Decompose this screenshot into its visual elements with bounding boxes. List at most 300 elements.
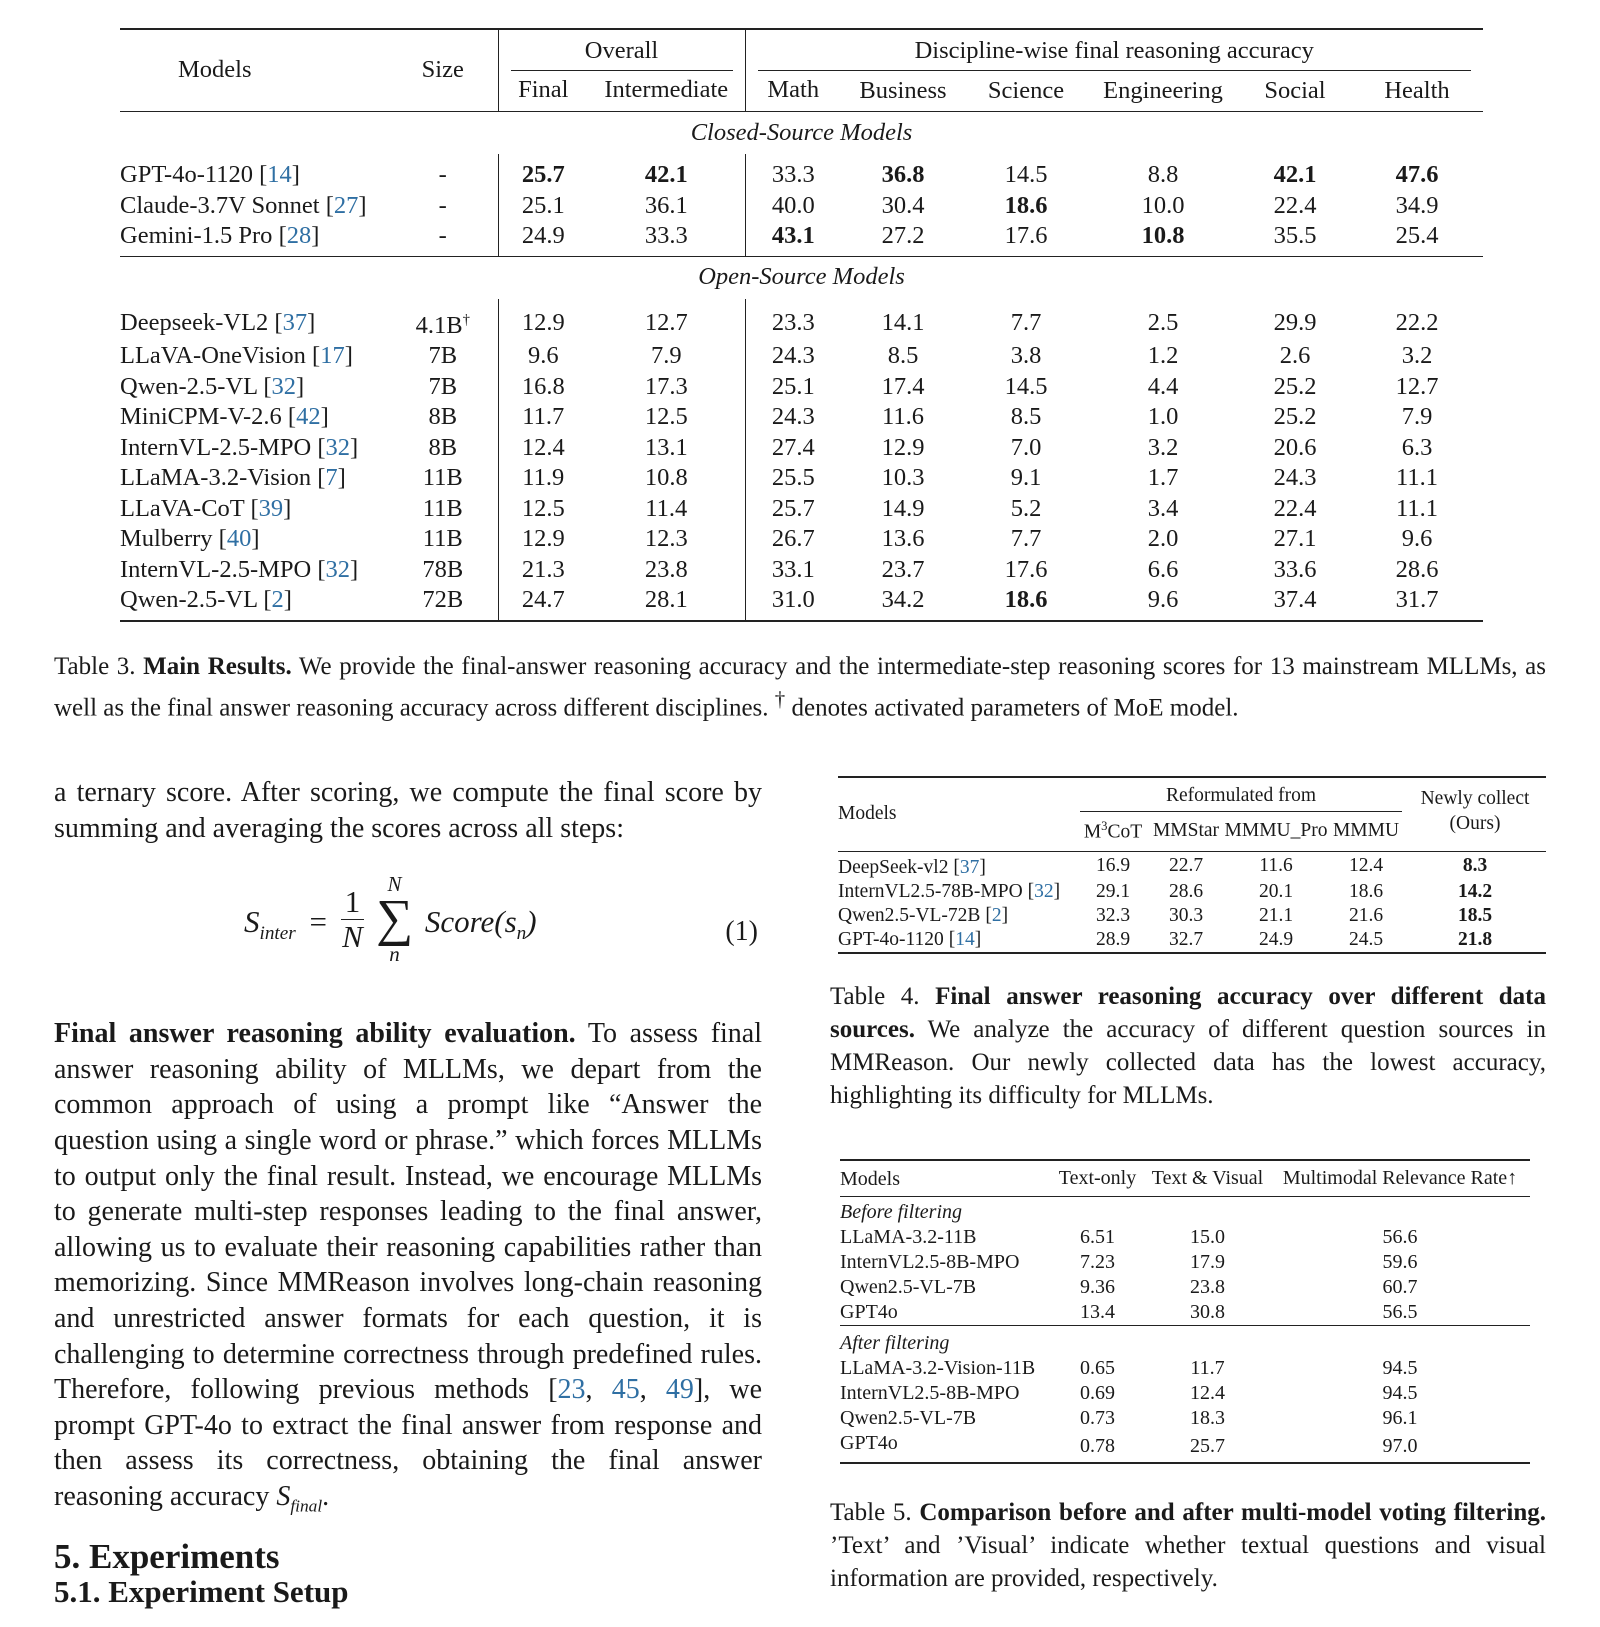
table-row (840, 1431, 1530, 1463)
score-cell: 22.4 (1273, 191, 1317, 219)
score-cell: 18.5 (1457, 904, 1493, 926)
score-cell: 12.4 (1190, 1382, 1225, 1404)
header-science: Science (987, 76, 1065, 104)
score-cell: 33.1 (745, 555, 841, 586)
citation-link[interactable]: 17 (320, 342, 345, 370)
score-cell: 29.1 (1095, 880, 1131, 902)
citation-link[interactable]: 2 (271, 586, 284, 614)
table-row (120, 402, 1483, 433)
score-cell: 13.4 (1080, 1301, 1115, 1323)
table-row (838, 851, 1546, 880)
header-models: Models (840, 1160, 1050, 1197)
equation-number: (1) (725, 916, 758, 948)
score-cell: 10.0 (1141, 191, 1185, 219)
score-cell: 14.9 (881, 494, 925, 522)
score-cell: 18.3 (1190, 1407, 1225, 1429)
model-name: Qwen-2.5-VL [2] (120, 585, 388, 621)
model-size (388, 341, 498, 372)
score-cell: 56.6 (1382, 1226, 1418, 1248)
model-size-text: 11B (422, 494, 463, 522)
table-row (840, 1356, 1530, 1381)
model-size (388, 494, 498, 525)
model-size-text: 7B (428, 372, 458, 400)
score-cell: 8.5 (887, 342, 919, 370)
model-size-text: 4.1B (415, 311, 463, 339)
table-row (120, 524, 1483, 555)
table-5 (840, 1159, 1530, 1464)
model-name-text: LLaMA-3.2-Vision (120, 464, 312, 492)
score-cell: 11.6 (1224, 851, 1328, 880)
score-cell: 94.5 (1382, 1382, 1418, 1404)
score-cell: 30.4 (881, 191, 925, 219)
citation-link[interactable]: 7 (325, 464, 338, 492)
score-cell: 24.9 (1224, 928, 1328, 953)
score-cell: 94.5 (1382, 1357, 1418, 1379)
model-size-text: - (438, 191, 447, 219)
header-social: Social (1264, 76, 1326, 104)
score-cell: 21.1 (1258, 904, 1294, 926)
table-row (120, 463, 1483, 494)
model-name: InternVL2.5-78B-MPO [32] (838, 880, 1061, 902)
score-cell: 32.3 (1095, 904, 1131, 926)
table-row (840, 1250, 1530, 1275)
citation-link[interactable]: 39 (258, 494, 284, 522)
model-name: LLaVA-OneVision [17] (120, 342, 353, 370)
header-size: Size (388, 29, 498, 112)
table-3-closed-rows (120, 154, 1483, 256)
table-row (120, 585, 1483, 621)
table-row (838, 880, 1546, 904)
score-cell: 59.6 (1382, 1251, 1418, 1273)
model-name: GPT4o (840, 1301, 898, 1323)
score-cell: 7.9 (650, 342, 682, 370)
score-cell: 33.3 (644, 222, 688, 249)
table-5-after-rows (840, 1356, 1530, 1463)
score-cell: 1.7 (1147, 464, 1179, 492)
score-cell: 12.7 (644, 308, 688, 336)
score-cell: 31.0 (745, 585, 841, 621)
score-cell: 6.6 (1147, 555, 1179, 583)
score-cell: 0.73 (1080, 1407, 1115, 1429)
score-cell: 9.6 (1401, 525, 1433, 553)
header-ours: (Ours) (1449, 813, 1501, 834)
model-name-text: Claude-3.7V Sonnet (120, 191, 320, 219)
group-before-filtering: Before filtering (840, 1197, 1530, 1226)
score-cell: 11.7 (1190, 1357, 1225, 1379)
model-name: Qwen2.5-VL-7B (840, 1407, 977, 1429)
score-cell: 12.3 (644, 525, 688, 553)
model-name: InternVL2.5-8B-MPO (840, 1251, 1020, 1273)
model-name-text: Mulberry (120, 525, 213, 553)
table-row (838, 928, 1546, 953)
score-cell: 21.8 (1404, 928, 1546, 953)
score-cell: 25.1 (745, 372, 841, 403)
score-cell: 36.8 (881, 161, 925, 188)
model-size (388, 372, 498, 403)
model-size-text: 8B (428, 433, 458, 461)
score-cell: 27.2 (881, 222, 925, 249)
model-size-text: 11B (422, 464, 463, 492)
score-cell: 12.4 (1328, 851, 1404, 880)
score-cell: 12.4 (498, 433, 588, 464)
model-size-text: 78B (422, 555, 464, 583)
model-name: Gemini-1.5 Pro [28] (120, 222, 320, 249)
score-cell: 28.6 (1395, 555, 1439, 583)
score-cell: 16.8 (498, 372, 588, 403)
score-cell: 2.0 (1147, 525, 1179, 553)
table-row (840, 1381, 1530, 1406)
table-row (838, 904, 1546, 928)
score-cell: 0.69 (1080, 1382, 1115, 1404)
score-cell: 7.7 (1010, 308, 1042, 336)
citation-link[interactable]: 14 (267, 161, 292, 188)
model-size (388, 299, 498, 342)
table-5-caption: Table 5. Comparison before and after multi-model voting filtering. ’Text’ and ’Visual’ indicate whether textual questions and visual information are provided, respectively. (830, 1499, 1546, 1592)
score-cell: 20.1 (1258, 880, 1294, 902)
score-cell: 10.3 (881, 464, 925, 492)
score-cell: 11.1 (1396, 494, 1438, 522)
model-size (388, 221, 498, 256)
score-cell: 3.8 (1010, 342, 1042, 370)
model-name-text: Deepseek-VL2 (120, 308, 269, 336)
model-name-text: LLaVA-CoT (120, 494, 245, 522)
table-row (120, 555, 1483, 586)
score-cell: 23.8 (644, 555, 688, 583)
section-closed-source: Closed-Source Models (120, 112, 1483, 155)
score-cell: 3.4 (1147, 494, 1179, 522)
score-cell: 24.9 (498, 221, 588, 256)
model-name: Qwen2.5-VL-7B (840, 1276, 977, 1298)
score-cell: 22.4 (1273, 494, 1317, 522)
score-cell: 3.2 (1401, 342, 1433, 370)
score-cell: 17.6 (1004, 222, 1048, 249)
header-relevance-rate: Multimodal Relevance Rate↑ (1270, 1160, 1530, 1197)
score-cell: 28.1 (588, 585, 745, 621)
score-cell: 12.5 (498, 494, 588, 525)
score-cell: 17.9 (1190, 1251, 1225, 1273)
score-cell: 15.0 (1190, 1226, 1225, 1248)
group-after-filtering: After filtering (840, 1326, 1530, 1357)
model-size (388, 524, 498, 555)
score-cell: 30.3 (1168, 904, 1204, 926)
model-size (388, 154, 498, 191)
score-cell: 28.9 (1078, 928, 1148, 953)
score-cell: 25.7 (745, 494, 841, 525)
score-cell: 22.2 (1395, 308, 1439, 336)
score-cell: 11.4 (645, 494, 688, 522)
header-mmstar: MMStar (1152, 820, 1220, 842)
score-cell: 25.2 (1273, 372, 1317, 400)
model-size (388, 402, 498, 433)
score-cell: 0.78 (1050, 1431, 1145, 1463)
model-size (388, 433, 498, 464)
model-size-text: - (438, 222, 447, 249)
model-size-text: 7B (428, 342, 458, 370)
header-text-visual: Text & Visual (1145, 1160, 1270, 1197)
score-cell: 0.65 (1080, 1357, 1115, 1379)
score-cell: 10.8 (1141, 222, 1185, 249)
paragraph-scoring: a ternary score. After scoring, we compute the final score by summing and averaging the scores across all steps: (54, 777, 762, 844)
score-cell: 25.2 (1273, 403, 1317, 431)
score-cell: 24.3 (745, 402, 841, 433)
score-cell: 22.7 (1148, 851, 1224, 880)
score-cell: 32.7 (1148, 928, 1224, 953)
model-size-text: 72B (422, 586, 464, 614)
model-name-text: InternVL-2.5-MPO (120, 433, 312, 461)
score-cell: 17.6 (1004, 555, 1048, 583)
header-mmmu-pro: MMMU_Pro (1224, 820, 1328, 842)
score-cell: 96.1 (1382, 1407, 1418, 1429)
table-row (120, 191, 1483, 222)
model-size (388, 555, 498, 586)
header-reformulated: Reformulated from (1080, 784, 1402, 812)
score-cell: 25.1 (498, 191, 588, 222)
score-cell: 30.8 (1190, 1301, 1225, 1323)
citation-link[interactable]: 42 (296, 403, 321, 431)
score-cell: 14.1 (881, 308, 925, 336)
model-name: DeepSeek-vl2 [37] (838, 851, 1078, 880)
model-size-text: 11B (422, 525, 463, 553)
score-cell: 29.9 (1273, 308, 1317, 336)
section-heading-experiments: 5. Experiments (54, 1537, 280, 1576)
score-cell: 24.7 (498, 585, 588, 621)
header-m3cot: $M^3CoT$ (1083, 819, 1143, 843)
score-cell: 5.2 (1010, 494, 1042, 522)
table-row (840, 1225, 1530, 1250)
model-name-text: Qwen-2.5-VL (120, 372, 258, 400)
score-cell: 33.3 (745, 154, 841, 191)
score-cell: 34.2 (841, 585, 965, 621)
score-cell: 3.2 (1147, 433, 1179, 461)
citation-link[interactable]: 23 (557, 1374, 586, 1406)
score-cell: 25.4 (1395, 222, 1439, 249)
model-name: Claude-3.7V Sonnet [27] (120, 191, 367, 219)
header-text-only: Text-only (1050, 1160, 1145, 1197)
model-name: Mulberry [40] (120, 525, 260, 553)
score-cell: 27.1 (1273, 525, 1317, 553)
model-size-text: - (438, 161, 447, 188)
score-cell: 33.6 (1273, 555, 1317, 583)
model-name-text: GPT-4o-1120 (120, 161, 253, 188)
model-name: InternVL-2.5-MPO [32] (120, 555, 359, 583)
model-name: LLaMA-3.2-Vision-11B (840, 1357, 1036, 1379)
score-cell: 23.7 (881, 555, 925, 583)
model-name: LLaMA-3.2-11B (840, 1226, 977, 1248)
score-cell: 9.6 (498, 341, 588, 372)
score-cell: 18.6 (1004, 191, 1048, 219)
score-cell: 60.7 (1382, 1276, 1418, 1298)
citation-link[interactable]: 32 (271, 372, 296, 400)
score-cell: 1.2 (1147, 342, 1179, 370)
score-cell: 12.7 (1395, 372, 1439, 400)
paragraph-final-answer-evaluation: Final answer reasoning ability evaluation. To assess final answer reasoning ability of MLLMs, we depart from the common approach of using a prompt like “Answer the question using a single word or phrase.” which forces MLLMs to output only the final result. Instead, we encourage MLLMs to generate multi-step responses leading to the final answer, allowing us to evaluate their reasoning capabilities rather than memorizing. Since MMReason involves long-chain reasoning and unrestricted answer formats for each question, it is challenging to determine correctness through predefined rules. Therefore, following previous methods [23, 45, 49], we prompt GPT-4o to extract the final answer from response and then assess its correctness, obtaining the final answer reasoning accuracy $S_{final}$. (54, 1018, 763, 1516)
model-name: Deepseek-VL2 [37] (120, 308, 316, 336)
score-cell: 56.5 (1382, 1301, 1418, 1323)
table-3-header (120, 29, 1483, 154)
score-cell: 12.9 (498, 524, 588, 555)
model-name-text: LLaVA-OneVision (120, 342, 306, 370)
table-row (120, 299, 1483, 342)
score-cell: 25.7 (498, 154, 588, 191)
model-name: GPT4o (840, 1431, 1050, 1463)
score-cell: 13.6 (881, 525, 925, 553)
header-discipline: Discipline-wise final reasoning accuracy (758, 36, 1472, 71)
score-cell: 16.9 (1078, 851, 1148, 880)
score-cell: 8.3 (1404, 851, 1546, 880)
model-name-text: InternVL2.5-78B-MPO (838, 880, 1023, 902)
score-cell: 34.9 (1395, 191, 1439, 219)
header-health: Health (1384, 76, 1450, 104)
score-cell: 14.2 (1457, 880, 1493, 902)
score-cell: 25.5 (745, 463, 841, 494)
citation-link[interactable]: 32 (1034, 880, 1054, 902)
table-row (120, 154, 1483, 191)
score-cell: 9.36 (1080, 1276, 1115, 1298)
citation-link[interactable]: 32 (325, 433, 350, 461)
score-cell: 18.6 (965, 585, 1087, 621)
score-cell: 11.1 (1396, 464, 1438, 492)
score-cell: 23.8 (1190, 1276, 1225, 1298)
score-cell: 40.0 (745, 191, 841, 222)
citation-link[interactable]: 14 (955, 928, 975, 950)
table-row (120, 341, 1483, 372)
score-cell: 11.9 (498, 463, 588, 494)
score-cell: 12.5 (644, 403, 688, 431)
model-name: InternVL-2.5-MPO [32] (120, 433, 359, 461)
header-overall: Overall (511, 36, 733, 71)
score-cell: 8.8 (1147, 161, 1179, 188)
score-cell: 24.3 (745, 341, 841, 372)
citation-link[interactable]: 40 (226, 525, 252, 553)
dagger-mark: † (462, 311, 470, 328)
score-cell: 11.7 (498, 402, 588, 433)
header-models: Models (120, 29, 388, 112)
score-cell: 1.0 (1147, 403, 1179, 431)
score-cell: 97.0 (1270, 1431, 1530, 1463)
score-cell: 9.6 (1087, 585, 1239, 621)
model-name: MiniCPM-V-2.6 [42] (120, 403, 329, 431)
score-cell: 6.3 (1401, 433, 1433, 461)
section-open-source: Open-Source Models (120, 256, 1483, 299)
header-models: Models (838, 777, 1078, 851)
score-cell: 17.3 (644, 372, 688, 400)
score-cell: 12.9 (881, 433, 925, 461)
score-cell: 47.6 (1395, 161, 1439, 188)
model-name-text: GPT-4o-1120 (838, 928, 944, 950)
left-column-text (54, 775, 762, 1524)
table-row (120, 433, 1483, 464)
citation-link[interactable]: 37 (959, 856, 980, 878)
score-cell: 26.7 (745, 524, 841, 555)
citation-link[interactable]: 37 (282, 308, 308, 336)
score-cell: 14.5 (1004, 161, 1048, 188)
score-cell: 24.3 (1273, 464, 1317, 492)
model-name-text: Qwen2.5-VL-72B (838, 904, 981, 926)
citation-link[interactable]: 49 (665, 1374, 694, 1406)
model-size (388, 463, 498, 494)
score-cell: 24.5 (1328, 928, 1404, 953)
score-cell: 4.4 (1147, 372, 1179, 400)
score-cell: 10.8 (644, 464, 688, 492)
table-row (120, 372, 1483, 403)
model-name-text: Gemini-1.5 Pro (120, 222, 273, 249)
score-cell: 21.6 (1348, 904, 1384, 926)
model-size (388, 191, 498, 222)
table-row (120, 221, 1483, 256)
model-name: GPT-4o-1120 [14] (120, 161, 300, 188)
table-4-rows (838, 851, 1546, 953)
table-row (840, 1300, 1530, 1326)
score-cell: 13.1 (644, 433, 688, 461)
table-row (840, 1406, 1530, 1431)
model-name-text: InternVL-2.5-MPO (120, 555, 312, 583)
score-cell: 36.1 (644, 191, 688, 219)
table-3-caption: Table 3. Main Results. We provide the final-answer reasoning accuracy and the intermediate-step reasoning scores for 13 mainstream MLLMs, as well as the final answer reasoning accuracy across different disciplines. † denotes activated parameters of MoE model. (54, 653, 1546, 722)
score-cell: 11.6 (882, 403, 924, 431)
score-cell: 27.4 (745, 433, 841, 464)
score-cell: 17.4 (881, 372, 925, 400)
model-name-text: MiniCPM-V-2.6 (120, 403, 282, 431)
model-size (388, 585, 498, 621)
header-math: Math (745, 71, 841, 112)
score-cell: 8.5 (1010, 403, 1042, 431)
score-cell: 14.5 (1004, 372, 1048, 400)
citation-link[interactable]: 32 (325, 555, 350, 583)
score-cell: 6.51 (1080, 1226, 1115, 1248)
score-cell: 28.6 (1168, 880, 1204, 902)
model-name: LLaVA-CoT [39] (120, 494, 292, 522)
score-cell: 31.7 (1351, 585, 1483, 621)
table-4 (838, 776, 1546, 954)
citation-link[interactable]: 27 (333, 191, 359, 219)
model-name: InternVL2.5-8B-MPO (840, 1382, 1020, 1404)
model-name: GPT-4o-1120 [14] (838, 928, 1078, 953)
header-engineering: Engineering (1103, 76, 1223, 104)
model-name-text: DeepSeek-vl2 (838, 856, 949, 878)
citation-link[interactable]: 2 (991, 904, 1002, 926)
table-3-open-rows (120, 299, 1483, 621)
model-name: LLaMA-3.2-Vision [7] (120, 464, 346, 492)
score-cell: 12.9 (498, 299, 588, 342)
model-size-text: 8B (428, 403, 458, 431)
header-final: Final (498, 71, 588, 112)
equation-1: $S_{inter}$ = $\frac{1}{N}$ N ∑ n $Score(s_n)$ (1) (244, 872, 758, 967)
table-5-before-rows (840, 1225, 1530, 1326)
citation-link[interactable]: 45 (611, 1374, 640, 1406)
header-business: Business (859, 76, 947, 104)
header-intermediate: Intermediate (604, 75, 729, 103)
score-cell: 7.0 (1010, 433, 1042, 461)
score-cell: 7.9 (1401, 403, 1433, 431)
score-cell: 7.7 (1010, 525, 1042, 553)
model-name: Qwen2.5-VL-72B [2] (838, 904, 1009, 926)
score-cell: 43.1 (745, 221, 841, 256)
header-mmmu: MMMU (1332, 820, 1400, 842)
table-4-caption: Table 4. Final answer reasoning accuracy over different data sources. We analyze the accuracy of different question sources in MMReason. Our newly collected data has the lowest accuracy, highlighting its difficulty for MLLMs. (830, 983, 1547, 1109)
score-cell: 35.5 (1273, 222, 1317, 249)
score-cell: 37.4 (1239, 585, 1351, 621)
model-name-text: Qwen-2.5-VL (120, 586, 258, 614)
score-cell: 21.3 (498, 555, 588, 586)
table-3 (120, 28, 1483, 622)
header-newly-collect: Newly collect (1404, 777, 1546, 812)
score-cell: 7.23 (1080, 1251, 1115, 1273)
score-cell: 25.7 (1145, 1431, 1270, 1463)
score-cell: 2.6 (1279, 342, 1311, 370)
score-cell: 9.1 (1010, 464, 1042, 492)
citation-link[interactable]: 28 (286, 222, 312, 249)
score-cell: 42.1 (644, 161, 688, 188)
